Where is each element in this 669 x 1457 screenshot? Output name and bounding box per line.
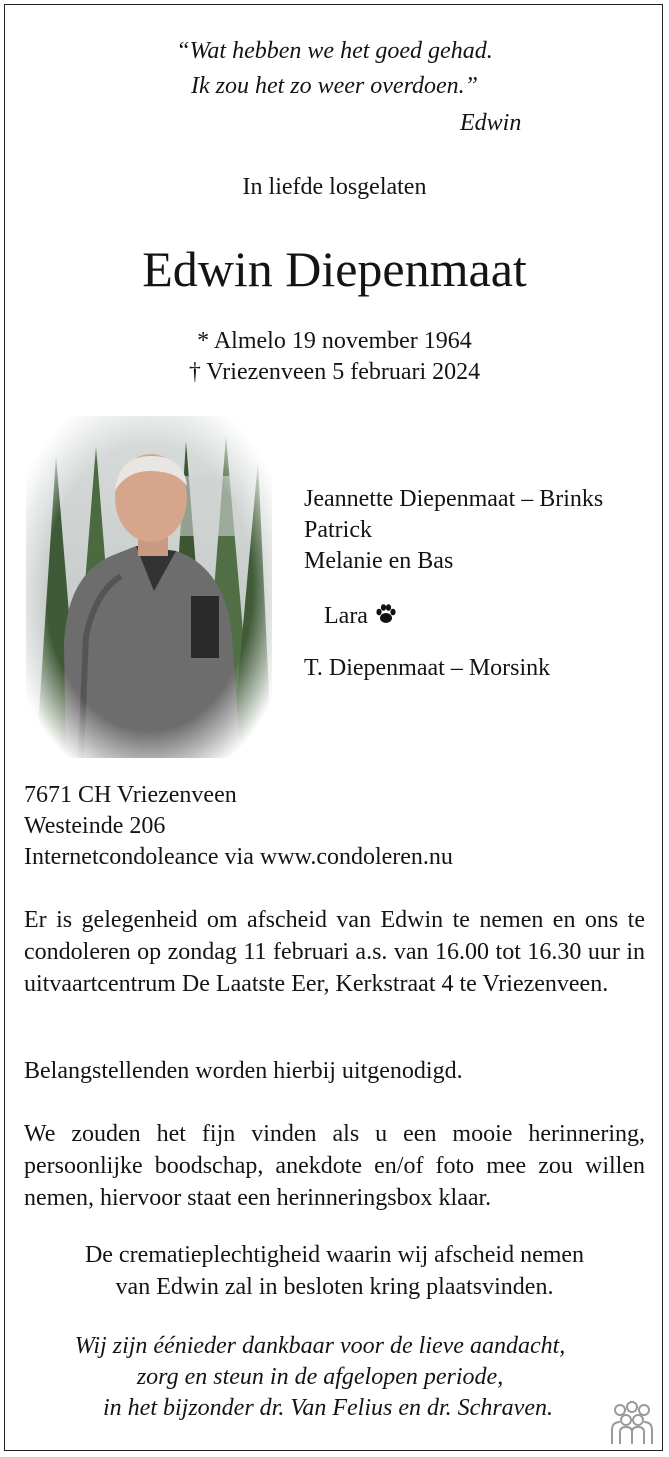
- family-line-4: T. Diepenmaat – Morsink: [304, 655, 551, 681]
- people-group-logo-icon: [606, 1400, 658, 1446]
- condolence-link[interactable]: Internetcondoleance via www.condoleren.nu: [24, 844, 453, 870]
- address-line-1: 7671 CH Vriezenveen: [24, 782, 237, 808]
- closing-line-3: in het bijzonder dr. Van Felius en dr. Schraven.: [103, 1395, 553, 1421]
- cremation-line-1: De crematieplechtigheid waarin wij afscheid nemen: [84, 1242, 585, 1268]
- farewell-paragraph: Er is gelegenheid om afscheid van Edwin te nemen en ons te condoleren op zondag 11 februari a.s. van 16.00 tot 16.30 uur in uitvaartcentrum De Laatste Eer, Kerkstraat 4 te Vriezenveen.: [24, 907, 645, 997]
- closing-line-1: Wij zijn éénieder dankbaar voor de lieve aandacht,: [74, 1333, 566, 1359]
- closing-line-2: zorg en steun in de afgelopen periode,: [136, 1364, 504, 1390]
- family-line-3: Melanie en Bas: [304, 548, 454, 574]
- address-line-2: Westeinde 206: [24, 813, 166, 839]
- pet-name: Lara: [324, 603, 368, 629]
- deceased-name: Edwin Diepenmaat: [142, 241, 527, 297]
- portrait-illustration: [26, 416, 272, 758]
- cremation-line-2: van Edwin zal in besloten kring plaatsvinden.: [115, 1274, 554, 1300]
- intro-text: In liefde losgelaten: [242, 174, 427, 200]
- quote-line-1: “Wat hebben we het goed gehad.: [176, 38, 493, 64]
- invitation-paragraph: Belangstellenden worden hierbij uitgenodigd.: [24, 1058, 463, 1084]
- quote-line-2: Ik zou het zo weer overdoen.”: [190, 73, 479, 99]
- memory-box-paragraph: We zouden het fijn vinden als u een mooie herinnering, persoonlijke boodschap, anekdote en/of foto mee zou willen nemen, hiervoor staat een herinneringsbox klaar.: [24, 1121, 645, 1211]
- death-line: † Vriezenveen 5 februari 2024: [188, 359, 481, 385]
- paw-print-icon: [374, 602, 398, 626]
- pet-name-row: [324, 602, 398, 630]
- portrait-photo: [26, 416, 272, 758]
- birth-line: * Almelo 19 november 1964: [197, 328, 472, 354]
- quote-author: Edwin: [460, 110, 522, 136]
- family-line-2: Patrick: [304, 517, 372, 543]
- family-line-1: Jeannette Diepenmaat – Brinks: [304, 486, 604, 512]
